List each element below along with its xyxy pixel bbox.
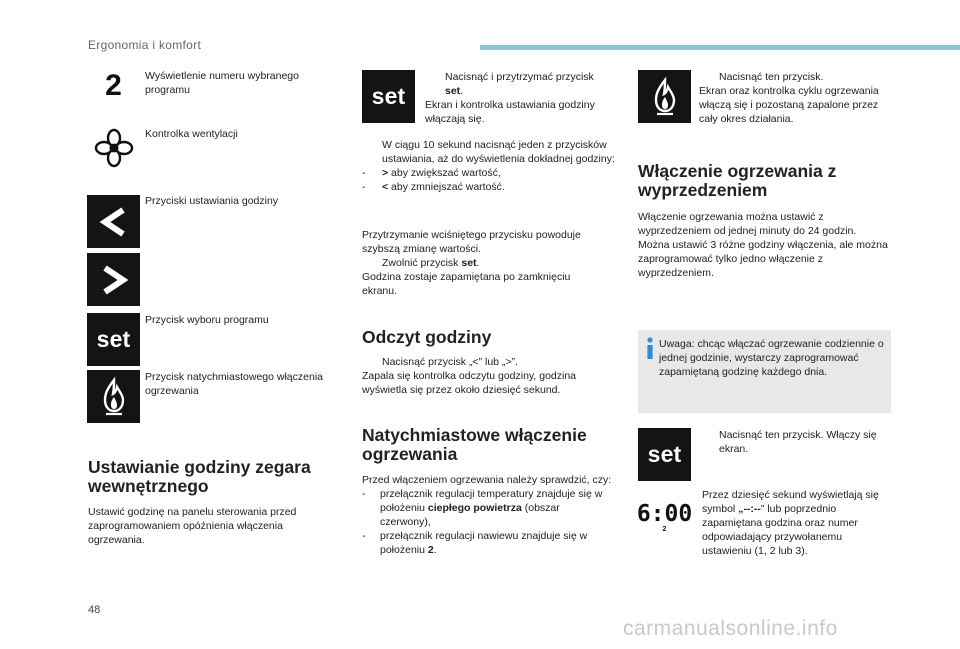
- dash-row: [362, 166, 622, 180]
- col3-step-2: [699, 428, 884, 456]
- step-text: Zapala się kontrolka odczytu godziny, godzina wyświetla się przez około dziesięć sekund.: [362, 370, 577, 396]
- dash-text: < aby zmniejszać wartość.: [382, 181, 505, 193]
- page-header-title: Ergonomia i komfort: [88, 38, 202, 52]
- bullet-marker: [362, 138, 374, 166]
- program-number-icon: 2: [105, 68, 122, 102]
- bullet-text: Nacisnąć ten przycisk.: [719, 71, 824, 83]
- step-text: Ekran i kontrolka ustawiania godziny włączają się.: [425, 99, 595, 125]
- bullet-text: Nacisnąć przycisk „<” lub „>”.: [382, 356, 518, 368]
- program-number-desc: Wyświetlenie numeru wybranego programu: [145, 70, 299, 96]
- dash-row: [362, 180, 622, 194]
- col2-step-2: [362, 138, 622, 194]
- fan-indicator-desc: Kontrolka wentylacji: [145, 128, 238, 140]
- step-text: Ekran oraz kontrolka cyklu ogrzewania włączą się i pozostaną zapalone przez cały okres działania.: [699, 85, 879, 125]
- info-icon: [646, 337, 654, 359]
- set-button-icon: set: [87, 313, 140, 366]
- step-text: Przed włączeniem ogrzewania należy sprawdzić, czy:: [362, 474, 612, 486]
- bullet-marker: [362, 256, 374, 270]
- time-buttons-desc: Przyciski ustawiania godziny: [145, 195, 279, 207]
- col2-step-1: [425, 70, 610, 126]
- bullet-text: Zwolnić przycisk set.: [382, 257, 480, 269]
- program-select-desc: Przycisk wyboru programu: [145, 314, 269, 326]
- section-heading-clock-setting: Ustawianie godziny zegara wewnętrznego: [88, 457, 311, 496]
- bullet-marker: [699, 428, 711, 456]
- flame-button-icon: [87, 370, 140, 423]
- clock-display-icon: 6:00 2: [636, 501, 693, 533]
- section-heading-delayed-heating: Włączenie ogrzewania z wyprzedzeniem: [638, 161, 837, 200]
- watermark: carmanualsonline.info: [623, 617, 838, 640]
- clock-setting-body: Ustawić godzinę na panelu sterowania przed zaprogramowaniem opóźnienia włączenia ogrzewania.: [88, 506, 297, 546]
- less-button-icon: [87, 195, 140, 248]
- section-heading-time-reading: Odczyt godziny: [362, 327, 492, 347]
- note-box: [638, 330, 891, 413]
- dash-marker: -: [362, 488, 366, 500]
- bullet-marker: [425, 70, 437, 98]
- bullet-text: Nacisnąć i przytrzymać przycisk set.: [445, 71, 594, 97]
- dash-text: przełącznik regulacji nawiewu znajduje się w położeniu 2.: [380, 530, 588, 556]
- col3-delayed-body: Włączenie ogrzewania można ustawić z wyprzedzeniem od jednej minuty do 24 godzin. Można ustawić 3 różne godziny włączenia, ale można zaprogramować tylko jedno włączenie z wyprzedzeniem.: [638, 211, 888, 279]
- bullet-row: [362, 138, 622, 166]
- step-text: Przytrzymanie wciśniętego przycisku powoduje szybszą zmianę wartości.: [362, 229, 581, 255]
- bullet-row: [362, 355, 607, 369]
- dash-marker: -: [362, 167, 366, 179]
- set-button-icon: set: [362, 70, 415, 123]
- col2-instant-heating: [362, 473, 612, 557]
- bullet-text: W ciągu 10 sekund nacisnąć jeden z przycisków ustawiania, aż do wyświetlenia dokładnej godziny:: [382, 139, 615, 165]
- page-number: 48: [88, 604, 101, 616]
- col2-step-3: [362, 228, 607, 298]
- bullet-marker: [362, 355, 374, 369]
- dash-text: > aby zwiększać wartość,: [382, 167, 501, 179]
- bullet-marker: [699, 70, 711, 84]
- bullet-row: [699, 428, 884, 456]
- section-heading-instant-heating: Natychmiastowe włączenie ogrzewania: [362, 425, 587, 464]
- step-text: Godzina zostaje zapamiętana po zamknięciu ekranu.: [362, 271, 571, 297]
- dash-row: [362, 487, 612, 529]
- bullet-row: [425, 70, 610, 98]
- fan-icon: [92, 128, 136, 168]
- bullet-row: [362, 256, 607, 270]
- dash-marker: -: [362, 530, 366, 542]
- dash-row: [362, 529, 612, 557]
- dash-text: przełącznik regulacji temperatury znajduje się w położeniu ciepłego powietrza (obszar czerwony),: [380, 488, 603, 528]
- note-text: Uwaga: chcąc włączać ogrzewanie codziennie o jednej godzinie, wystarczy zaprogramować zapamiętaną godzinę każdego dnia.: [659, 338, 884, 378]
- col3-step-3: Przez dziesięć sekund wyświetlają się symbol „--:--” lub poprzednio zapamiętana godzina oraz numer odpowiadający przywołanemu ustawieniu (1, 2 lub 3).: [702, 489, 879, 557]
- header-accent-bar: [480, 45, 960, 50]
- instant-heating-desc: Przycisk natychmiastowego włączenia ogrzewania: [145, 371, 323, 397]
- col2-time-reading: [362, 355, 607, 397]
- flame-button-icon: [638, 70, 691, 123]
- col3-step-1: [699, 70, 884, 126]
- dash-marker: -: [362, 181, 366, 193]
- set-button-icon: set: [638, 428, 691, 481]
- bullet-row: [699, 70, 884, 84]
- greater-button-icon: [87, 253, 140, 306]
- bullet-text: Nacisnąć ten przycisk. Włączy się ekran.: [719, 429, 877, 455]
